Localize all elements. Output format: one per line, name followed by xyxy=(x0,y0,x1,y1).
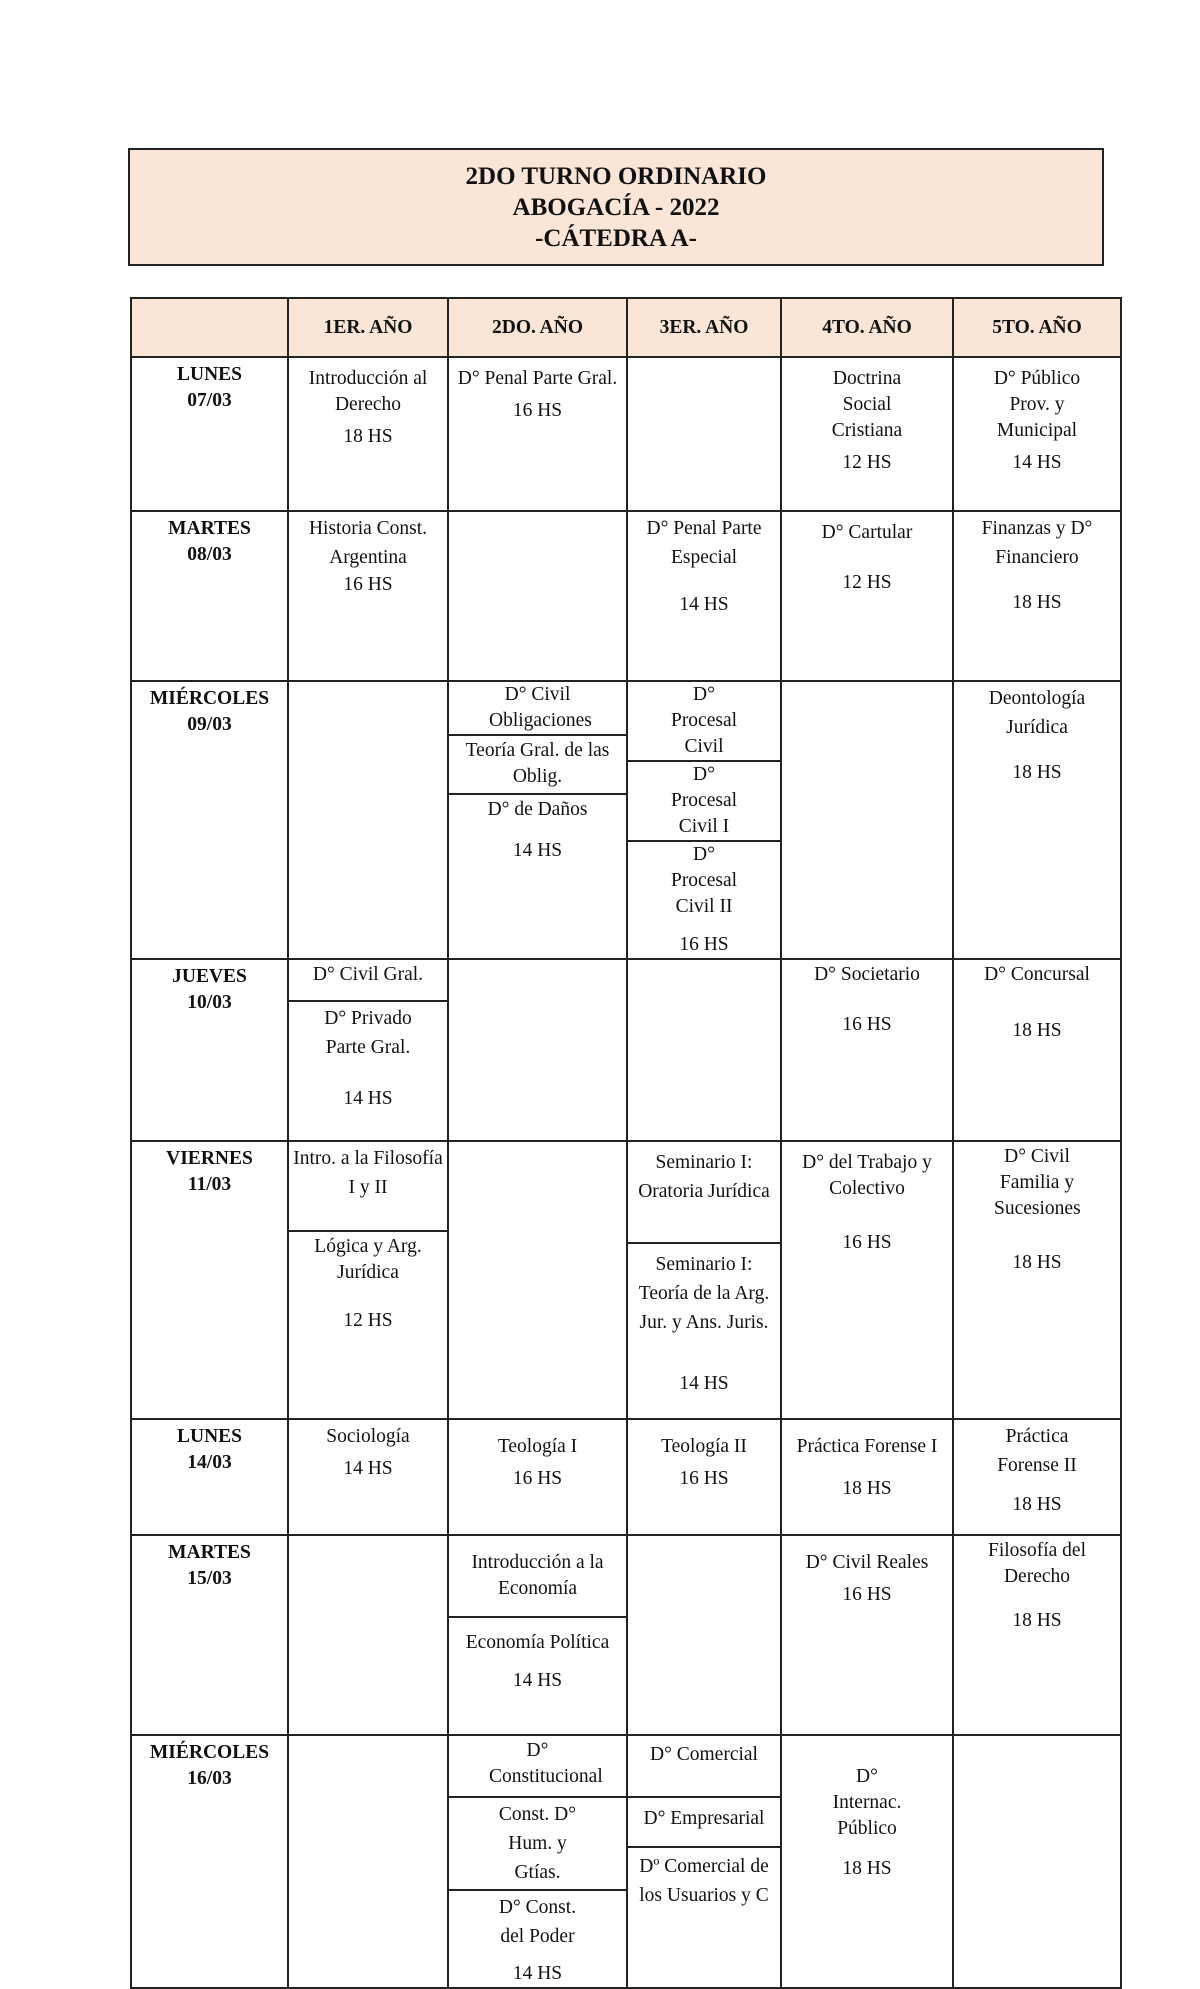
exam-cell xyxy=(627,511,781,681)
exam-time: 18 HS xyxy=(842,1858,892,1879)
empty-cell xyxy=(627,959,781,1141)
exam-cell xyxy=(781,1419,953,1535)
day-name: MIÉRCOLES xyxy=(149,688,270,709)
day-cell xyxy=(131,959,288,1141)
exam-time: 18 HS xyxy=(842,1478,892,1499)
exam-cell xyxy=(781,959,953,1141)
day-name: LUNES xyxy=(176,364,243,385)
subject-name: D° Civil Gral. xyxy=(289,960,447,1002)
subject-name: Introducción a la Economía xyxy=(449,1536,626,1618)
table-row xyxy=(131,511,1121,681)
day-name: MARTES xyxy=(168,518,251,539)
subject-name: Práctica Forense I xyxy=(796,1436,938,1457)
empty-cell xyxy=(781,681,953,959)
exam-time: 18 HS xyxy=(1012,1610,1062,1631)
subject-name: D° Cartular xyxy=(821,522,913,543)
subject-name: Lógica y Arg. Jurídica xyxy=(314,1236,422,1283)
exam-time: 18 HS xyxy=(343,426,393,447)
header-cell-day xyxy=(131,298,288,357)
exam-cell xyxy=(953,1419,1121,1535)
subject-name: D° Público Prov. y Municipal xyxy=(993,368,1081,441)
exam-time: 14 HS xyxy=(679,1373,729,1394)
empty-cell xyxy=(288,1735,448,1988)
subject-name: D° Const. del Poder xyxy=(498,1897,577,1947)
exam-cell xyxy=(448,1535,627,1735)
subject-name: Teoría Gral. de las Oblig. xyxy=(449,736,626,795)
exam-time: 14 HS xyxy=(512,1963,563,1984)
exam-cell xyxy=(288,959,448,1141)
empty-cell xyxy=(288,681,448,959)
subject-name: D° Civil Obligaciones xyxy=(449,682,626,736)
empty-cell xyxy=(953,1735,1121,1988)
subject-name: D° Civil Reales xyxy=(805,1552,929,1573)
exam-cell xyxy=(448,1419,627,1535)
exam-cell xyxy=(953,511,1121,681)
day-cell xyxy=(131,1419,288,1535)
subject-name: D° del Trabajo y Colectivo xyxy=(802,1152,932,1199)
subject-name: Introducción al Derecho xyxy=(308,368,428,415)
exam-cell xyxy=(627,1419,781,1535)
day-date: 09/03 xyxy=(187,714,232,735)
subject-name: D° Constitucional xyxy=(449,1736,626,1798)
table-row xyxy=(131,1419,1121,1535)
subject-name: Filosofía del Derecho xyxy=(987,1540,1087,1587)
subject-name: D° Procesal Civil xyxy=(628,682,780,762)
exam-cell xyxy=(953,959,1121,1141)
exam-time: 16 HS xyxy=(512,400,563,421)
subject-name: Seminario I: Teoría de la Arg. Jur. y Ans. Juris. xyxy=(638,1254,770,1333)
exam-cell xyxy=(781,1141,953,1419)
day-date: 10/03 xyxy=(187,992,232,1013)
subject-name: D° de Daños xyxy=(487,799,588,820)
exam-cell xyxy=(288,357,448,511)
exam-time: 16 HS xyxy=(512,1468,563,1489)
exam-cell xyxy=(781,511,953,681)
exam-cell xyxy=(781,1735,953,1988)
subject-name: Intro. a la Filosofía I y II xyxy=(289,1142,447,1232)
exam-time: 16 HS xyxy=(842,1014,892,1035)
empty-cell xyxy=(448,959,627,1141)
subject-name: Teología I xyxy=(497,1436,578,1457)
exam-cell xyxy=(953,1535,1121,1735)
exam-cell xyxy=(448,1735,627,1988)
subject-name: Deontología Jurídica xyxy=(988,688,1086,738)
schedule-table xyxy=(130,297,1122,1989)
exam-cell xyxy=(288,1419,448,1535)
day-cell xyxy=(131,1141,288,1419)
title-line-2: ABOGACÍA - 2022 xyxy=(512,193,720,221)
subject-name: Práctica Forense II xyxy=(997,1426,1077,1476)
exam-time: 18 HS xyxy=(1012,1252,1062,1273)
subject-name: Historia Const. Argentina xyxy=(308,518,428,568)
day-name: VIERNES xyxy=(166,1148,253,1169)
subject-name: D° Concursal xyxy=(984,964,1090,985)
exam-time: 12 HS xyxy=(343,1310,393,1331)
exam-cell xyxy=(953,1141,1121,1419)
exam-time: 12 HS xyxy=(842,572,892,593)
subject-name: D° Privado Parte Gral. xyxy=(324,1008,412,1058)
day-date: 16/03 xyxy=(187,1768,232,1789)
subject-name: D° Procesal Civil II xyxy=(670,844,738,917)
subject-name: Economía Política xyxy=(465,1632,610,1653)
day-date: 08/03 xyxy=(187,544,232,565)
subject-name: Teología II xyxy=(661,1436,747,1457)
exam-cell xyxy=(448,681,627,959)
exam-time: 18 HS xyxy=(1012,1020,1062,1041)
table-row xyxy=(131,681,1121,959)
day-cell xyxy=(131,511,288,681)
table-row xyxy=(131,1141,1121,1419)
exam-cell xyxy=(288,1141,448,1419)
empty-cell xyxy=(627,357,781,511)
day-date: 14/03 xyxy=(187,1452,232,1473)
exam-time: 14 HS xyxy=(679,594,729,615)
exam-time: 18 HS xyxy=(1012,762,1062,783)
exam-cell xyxy=(448,357,627,511)
day-date: 07/03 xyxy=(187,390,232,411)
exam-cell xyxy=(953,357,1121,511)
exam-time: 14 HS xyxy=(512,840,563,861)
exam-time: 16 HS xyxy=(679,934,729,955)
exam-time: 18 HS xyxy=(1012,592,1062,613)
header-row xyxy=(131,298,1121,357)
day-name: MIÉRCOLES xyxy=(149,1742,270,1763)
empty-cell xyxy=(448,1141,627,1419)
exam-cell xyxy=(781,357,953,511)
empty-cell xyxy=(448,511,627,681)
exam-time: 16 HS xyxy=(679,1468,729,1489)
day-cell xyxy=(131,1535,288,1735)
exam-time: 16 HS xyxy=(343,574,393,595)
exam-time: 14 HS xyxy=(343,1088,393,1109)
exam-time: 16 HS xyxy=(842,1584,892,1605)
day-name: JUEVES xyxy=(172,966,247,987)
header-cell-year-2: 2DO. AÑO xyxy=(448,298,627,357)
header-cell-year-5: 5TO. AÑO xyxy=(953,298,1121,357)
title-line-1: 2DO TURNO ORDINARIO xyxy=(465,162,767,190)
subject-name: D° Internac. Público xyxy=(832,1766,902,1839)
exam-time: 14 HS xyxy=(343,1458,393,1479)
day-date: 11/03 xyxy=(187,1174,232,1195)
subject-name: Seminario I: Oratoria Jurídica xyxy=(628,1142,780,1244)
header-cell-year-4: 4TO. AÑO xyxy=(781,298,953,357)
empty-cell xyxy=(627,1535,781,1735)
subject-name: Doctrina Social Cristiana xyxy=(831,368,903,441)
table-row xyxy=(131,959,1121,1141)
exam-cell xyxy=(288,511,448,681)
exam-cell xyxy=(627,1735,781,1988)
exam-cell xyxy=(953,681,1121,959)
subject-name: Dº Comercial de los Usuarios y C xyxy=(639,1856,769,1906)
day-name: LUNES xyxy=(176,1426,243,1447)
exam-time: 18 HS xyxy=(1012,1494,1062,1515)
table-row xyxy=(131,1735,1121,1988)
subject-name: Finanzas y D° Financiero xyxy=(981,518,1093,568)
day-cell xyxy=(131,1735,288,1988)
exam-cell xyxy=(627,1141,781,1419)
exam-time: 16 HS xyxy=(842,1232,892,1253)
title-line-3: -CÁTEDRA A- xyxy=(535,224,697,252)
exam-time: 12 HS xyxy=(842,452,892,473)
exam-cell xyxy=(627,681,781,959)
subject-name: D° Empresarial xyxy=(628,1798,780,1848)
day-date: 15/03 xyxy=(187,1568,232,1589)
title-box xyxy=(128,148,1104,266)
day-name: MARTES xyxy=(168,1542,251,1563)
exam-time: 14 HS xyxy=(512,1670,563,1691)
exam-time: 14 HS xyxy=(1012,452,1062,473)
subject-name: D° Penal Parte Gral. xyxy=(457,368,618,389)
subject-name: Const. D° Hum. y Gtías. xyxy=(449,1798,626,1891)
table-row xyxy=(131,1535,1121,1735)
empty-cell xyxy=(288,1535,448,1735)
exam-cell xyxy=(781,1535,953,1735)
header-cell-year-1: 1ER. AÑO xyxy=(288,298,448,357)
subject-name: D° Penal Parte Especial xyxy=(646,518,762,568)
table-row xyxy=(131,357,1121,511)
header-cell-year-3: 3ER. AÑO xyxy=(627,298,781,357)
subject-name: D° Civil Familia y Sucesiones xyxy=(994,1146,1081,1219)
subject-name: D° Procesal Civil I xyxy=(628,762,780,842)
subject-name: D° Societario xyxy=(814,964,920,985)
subject-name: D° Comercial xyxy=(628,1736,780,1798)
day-cell xyxy=(131,681,288,959)
day-cell xyxy=(131,357,288,511)
subject-name: Sociología xyxy=(326,1426,410,1447)
